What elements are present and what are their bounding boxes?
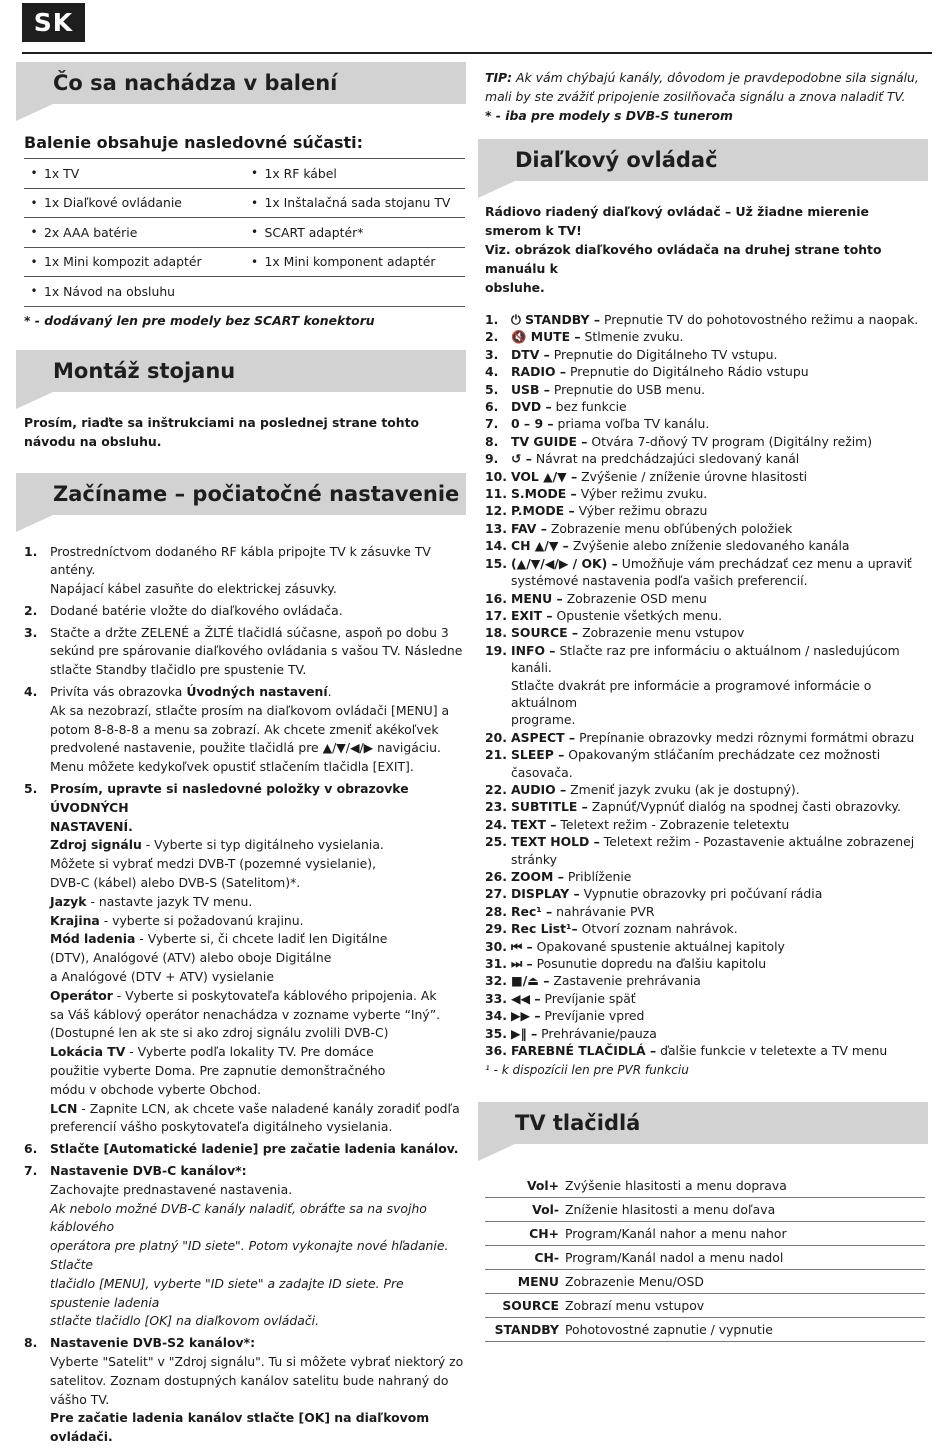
item-number: 32.	[485, 973, 507, 989]
step-number: 6.	[24, 1141, 38, 1157]
step-text: .	[327, 684, 332, 700]
button-description: Teletext režim - Pozastavenie aktuálne zobrazenej	[599, 834, 915, 850]
button-name: ASPECT –	[511, 729, 576, 745]
step-number: 1.	[24, 543, 38, 559]
remote-item	[485, 485, 928, 502]
remote-item	[485, 781, 928, 798]
section-title: Začíname – počiatočné nastavenie	[53, 481, 460, 506]
button-name: TV GUIDE –	[511, 433, 588, 449]
button-name: ⏮ –	[511, 938, 533, 954]
remote-item	[485, 537, 928, 554]
button-description: Stlačte raz pre informáciu o aktuálnom / nasledujúcom kanáli.	[511, 642, 900, 676]
tv-button-row	[485, 1246, 925, 1270]
button-name: ZOOM –	[511, 869, 564, 884]
button-description: ďalšie funkcie v teletexte a TV menu	[656, 1043, 888, 1059]
item-number: 7.	[485, 416, 499, 432]
bullet-icon: •	[30, 225, 38, 240]
item-number: 3.	[485, 346, 499, 362]
setup-step	[24, 543, 466, 599]
step-text: Napájací kábel zasuňte do elektrickej zásuvky.	[50, 581, 337, 597]
package-item-label: 1x Návod na obsluhu	[44, 283, 176, 299]
button-description: programe.	[511, 712, 576, 728]
step-text: Privíta vás obrazovka	[50, 684, 187, 700]
button-description: Stlačte dvakrát pre informácie a programové informácie o aktuálnom	[511, 677, 872, 710]
item-number: 24.	[485, 816, 507, 832]
step-text: Pre začatie ladenia kanálov stlačte [OK] na diaľkovom ovládači.	[50, 1410, 430, 1445]
setup-step	[24, 780, 466, 1137]
right-column	[478, 62, 928, 1342]
item-number: 17.	[485, 607, 507, 623]
field-desc: preferencií vášho poskytovateľa digitálneho vysielania.	[50, 1119, 393, 1135]
package-subtitle: Balenie obsahuje nasledovné súčasti:	[24, 133, 364, 152]
button-name: MENU –	[511, 590, 563, 606]
section-header-package	[16, 62, 466, 104]
step-text: satelitov. Zoznam dostupných kanálov satelitu bude nahraný do	[50, 1372, 449, 1388]
button-name: ⏭ –	[511, 956, 533, 972]
setup-step	[24, 1334, 466, 1447]
remote-item	[485, 607, 928, 624]
button-name: RADIO –	[511, 364, 567, 380]
remote-intro-line: Viz. obrázok diaľkového ovládača na druhej strane tohto manuálu k	[485, 242, 882, 276]
remote-item	[485, 398, 928, 415]
button-description: Zobrazenie OSD menu	[562, 590, 707, 606]
button-description: nahrávanie PVR	[552, 903, 655, 919]
remote-item	[485, 624, 928, 641]
item-number: 31.	[485, 956, 507, 972]
item-number: 20.	[485, 729, 507, 745]
button-name: (▲/▼/◀/▶ / OK) –	[511, 555, 618, 571]
field-label: Zdroj signálu	[50, 837, 142, 853]
field-desc: DVB-C (kábel) alebo DVB-S (Satelitom)*.	[50, 875, 301, 891]
field-desc: sa Váš káblový operátor nenachádza v zozname vyberte “Iný”.	[50, 1006, 441, 1022]
remote-item	[485, 433, 928, 450]
field-desc: (DTV), Analógové (ATV) alebo oboje Digitálne	[50, 950, 332, 966]
field-label: Jazyk	[50, 893, 87, 909]
package-item-label: 2x AAA batérie	[44, 224, 138, 240]
step-number: 4.	[24, 684, 38, 700]
package-item-label: SCART adaptér*	[264, 224, 364, 240]
tv-button-row	[485, 1270, 925, 1294]
tv-button-name: MENU	[517, 1274, 559, 1290]
section-title: Diaľkový ovládač	[515, 148, 718, 172]
button-description: Prepnutie do USB menu.	[549, 381, 706, 397]
button-description: systémové nastavenia podľa vašich preferencií.	[511, 573, 808, 589]
section-header-setup	[16, 473, 466, 515]
button-name: ◀◀ –	[511, 990, 541, 1006]
tv-button-row	[485, 1174, 925, 1198]
tv-button-description: Zobrazenie Menu/OSD	[565, 1274, 704, 1290]
tip-block	[478, 68, 928, 125]
item-number: 16.	[485, 590, 507, 606]
remote-footnote: ¹ - k dispozícii len pre PVR funkciu	[485, 1063, 689, 1078]
button-name: DISPLAY –	[511, 886, 580, 902]
step-text: Zachovajte prednastavené nastavenia.	[50, 1181, 293, 1197]
package-item	[24, 254, 245, 269]
tip-text: Ak vám chýbajú kanály, dôvodom je pravdepodobne sila signálu,	[512, 70, 919, 85]
step-number: 2.	[24, 602, 38, 618]
tv-button-name: CH+	[529, 1226, 559, 1242]
button-description: Zastavenie prehrávania	[549, 973, 701, 989]
tv-button-name: SOURCE	[502, 1298, 559, 1314]
button-name: EXIT –	[511, 607, 553, 623]
field-desc: - vyberte si požadovanú krajinu.	[99, 912, 304, 928]
stand-text: Prosím, riaďte sa inštrukciami na poslednej strane tohto návodu na obsluhu.	[24, 414, 420, 449]
item-number: 8.	[485, 433, 499, 449]
item-number: 14.	[485, 538, 507, 554]
button-description: Posunutie dopredu na ďalšiu kapitolu	[532, 956, 767, 972]
button-name: TEXT –	[511, 816, 557, 832]
button-description: Prepnutie TV do pohotovostného režimu a naopak.	[600, 312, 919, 327]
tv-button-description: Zníženie hlasitosti a menu doľava	[565, 1202, 776, 1218]
item-number: 22.	[485, 781, 507, 797]
button-description: Opakovaným stláčaním prechádzate cez možnosti časovača.	[511, 747, 881, 780]
button-name: SLEEP –	[511, 747, 565, 763]
button-description: priama voľba TV kanálu.	[553, 416, 710, 432]
button-description: Zobrazenie menu vstupov	[578, 625, 745, 641]
remote-item	[485, 798, 928, 815]
remote-item	[485, 990, 928, 1007]
tv-button-row	[485, 1198, 925, 1222]
button-name: AUDIO –	[511, 781, 567, 797]
package-item-label: 1x Mini komponent adaptér	[264, 254, 436, 270]
left-column	[16, 62, 466, 1450]
button-description: stránky	[511, 851, 557, 867]
setup-step	[24, 1140, 466, 1159]
step-number: 5.	[24, 781, 38, 797]
package-item-label: 1x Mini kompozit adaptér	[44, 254, 202, 270]
field-desc: a Analógové (DTV + ATV) vysielanie	[50, 969, 274, 985]
top-rule	[22, 52, 932, 54]
remote-item	[485, 502, 928, 519]
item-number: 29.	[485, 921, 507, 937]
button-description: Priblíženie	[563, 869, 632, 884]
package-item-label: 1x RF kábel	[264, 165, 337, 181]
button-description: Prepnutie do Digitálneho Rádio vstupu	[566, 364, 809, 380]
field-desc: - nastavte jazyk TV menu.	[86, 893, 253, 909]
bullet-icon: •	[250, 225, 259, 240]
button-name: FAV –	[511, 520, 547, 536]
bullet-icon: •	[250, 166, 259, 181]
package-item-label: 1x Inštalačná sada stojanu TV	[264, 195, 451, 211]
button-description: Zvýšenie alebo zníženie sledovaného kanála	[568, 538, 850, 554]
remote-item	[485, 746, 928, 781]
remote-intro-line: obsluhe.	[485, 280, 545, 295]
section-header-tv-buttons	[478, 1102, 928, 1144]
tv-button-name: CH-	[534, 1250, 559, 1266]
remote-item	[485, 642, 928, 729]
step-text-italic: stlačte tlačidlo [OK] na diaľkovom ovládači.	[50, 1313, 320, 1329]
button-description: Umožňuje vám prechádzať cez menu a upraviť	[617, 555, 912, 571]
step-text: sekúnd pre spárovanie diaľkového ovládania s vašou TV. Následne	[50, 643, 463, 659]
remote-item	[485, 938, 928, 955]
remote-item	[485, 381, 928, 398]
item-number: 5.	[485, 381, 499, 397]
button-name: 🔇 MUTE –	[511, 329, 581, 345]
step-text: Prosím, upravte si nasledovné položky v obrazovke ÚVODNÝCH	[50, 781, 409, 815]
item-number: 19.	[485, 642, 507, 658]
tv-button-description: Pohotovostné zapnutie / vypnutie	[565, 1322, 773, 1338]
button-name: FAREBNÉ TLAČIDLÁ –	[511, 1043, 657, 1059]
item-number: 28.	[485, 903, 507, 919]
package-row	[24, 189, 465, 219]
button-description: Opakované spustenie aktuálnej kapitoly	[532, 938, 785, 954]
step-text: NASTAVENÍ.	[50, 818, 133, 834]
item-number: 13.	[485, 520, 507, 536]
item-number: 26.	[485, 869, 507, 884]
button-name: DTV –	[511, 346, 550, 362]
step-number: 8.	[24, 1335, 38, 1351]
button-name: SUBTITLE –	[511, 799, 588, 815]
remote-item	[485, 833, 928, 868]
item-number: 6.	[485, 399, 499, 415]
field-label: Mód ladenia	[50, 931, 136, 947]
remote-item	[485, 1007, 928, 1024]
step-text-bold: Úvodných nastavení	[186, 684, 328, 700]
remote-item	[485, 955, 928, 972]
button-name: DVD –	[511, 399, 552, 415]
tv-button-name: STANDBY	[494, 1322, 559, 1338]
setup-steps	[16, 543, 466, 1447]
item-number: 35.	[485, 1025, 507, 1041]
button-name: USB –	[511, 381, 550, 397]
item-number: 15.	[485, 555, 507, 571]
button-description: bez funkcie	[551, 399, 627, 415]
item-number: 11.	[485, 486, 507, 502]
field-desc: - Vyberte si poskytovateľa káblového pripojenia. Ak	[112, 987, 437, 1003]
remote-item	[485, 363, 928, 380]
bullet-icon: •	[30, 254, 38, 269]
field-label: LCN	[50, 1100, 78, 1116]
step-text: Prostredníctvom dodaného RF kábla pripojte TV k zásuvke TV antény.	[50, 543, 431, 578]
section-header-stand	[16, 350, 466, 392]
tv-button-name: Vol-	[532, 1202, 559, 1218]
step-text: stlačte Standby tlačidlo pre spustenie TV.	[50, 662, 307, 678]
remote-item	[485, 590, 928, 607]
step-text: Vyberte "Satelit" v "Zdroj signálu". Tu si môžete vybrať niektorý zo	[50, 1353, 464, 1369]
field-desc: módu v obchode vyberte Obchod.	[50, 1081, 262, 1097]
remote-item	[485, 903, 928, 920]
package-row	[24, 218, 465, 248]
package-item	[245, 166, 466, 181]
button-description: Otvára 7-dňový TV program (Digitálny režim)	[587, 433, 873, 449]
tip-text: mali by ste zvážiť pripojenie zosilňovača signálu a znova naladiť TV.	[485, 89, 906, 104]
button-description: Stlmenie zvuku.	[580, 329, 684, 345]
step-text: potom 8-8-8-8 a menu sa zobrazí. Ak chcete zmeniť akékoľvek	[50, 721, 439, 737]
section-title: Čo sa nachádza v balení	[53, 71, 338, 95]
button-description: Prepnutie do Digitálneho TV vstupu.	[549, 346, 778, 362]
remote-item	[485, 346, 928, 363]
remote-item	[485, 555, 928, 590]
remote-item	[485, 520, 928, 537]
item-number: 18.	[485, 625, 507, 641]
remote-item	[485, 311, 928, 328]
button-name: ⏻ STANDBY –	[511, 312, 601, 327]
button-name: SOURCE –	[511, 625, 579, 641]
field-label: Lokácia TV	[50, 1044, 126, 1060]
tv-button-row	[485, 1222, 925, 1246]
remote-intro	[478, 202, 928, 297]
button-name: TEXT HOLD –	[511, 834, 600, 850]
bullet-icon: •	[30, 166, 38, 181]
bullet-icon: •	[30, 284, 38, 299]
language-badge: SK	[22, 3, 85, 42]
button-description: Zmeniť jazyk zvuku (ak je dostupný).	[566, 781, 800, 797]
package-item	[245, 225, 466, 240]
package-table	[24, 158, 465, 307]
remote-button-list	[478, 311, 928, 1059]
button-description: Návrat na predchádzajúci sledovaný kanál	[531, 451, 800, 467]
setup-step	[24, 602, 466, 621]
item-number: 12.	[485, 503, 507, 519]
section-header-remote	[478, 139, 928, 181]
package-item	[245, 254, 466, 269]
step-text: Stačte a držte ZELENÉ a ŽLTÉ tlačidlá súčasne, aspoň po dobu 3	[50, 624, 449, 640]
step-text: Nastavenie DVB-S2 kanálov*:	[50, 1335, 256, 1351]
package-row	[24, 159, 465, 189]
remote-item	[485, 468, 928, 485]
item-number: 36.	[485, 1043, 507, 1059]
setup-step	[24, 1162, 466, 1331]
item-number: 9.	[485, 451, 499, 467]
field-desc: - Zapnite LCN, ak chcete vaše naladené kanály zoradiť podľa	[77, 1100, 460, 1116]
button-name: ■/⏏ –	[511, 973, 550, 989]
step-number: 3.	[24, 624, 38, 640]
item-number: 30.	[485, 938, 507, 954]
tv-button-row	[485, 1294, 925, 1318]
tv-button-name: Vol+	[526, 1178, 559, 1194]
package-row	[24, 248, 465, 278]
package-item	[24, 225, 245, 240]
package-row	[24, 277, 465, 307]
button-description: Zvýšenie / zníženie úrovne hlasitosti	[577, 468, 808, 484]
button-description: Zapnúť/Vypnúť dialóg na spodnej časti obrazovky.	[587, 799, 901, 815]
tv-button-description: Zobrazí menu vstupov	[565, 1298, 705, 1314]
button-description: Prehrávanie/pauza	[537, 1025, 657, 1041]
field-desc: - Vyberte podľa lokality TV. Pre domáce	[125, 1044, 374, 1060]
button-description: Teletext režim - Zobrazenie teletextu	[556, 816, 790, 832]
item-number: 34.	[485, 1008, 507, 1024]
step-text: Menu môžete kedykoľvek opustiť stlačením tlačidla [EXIT].	[50, 759, 414, 775]
button-description: Opustenie všetkých menu.	[552, 607, 723, 623]
bullet-icon: •	[250, 195, 259, 210]
button-name: ↺ –	[511, 451, 532, 467]
remote-item	[485, 868, 928, 885]
tip-label: TIP:	[485, 70, 513, 85]
remote-item	[485, 972, 928, 989]
remote-item	[485, 450, 928, 467]
setup-step	[24, 624, 466, 680]
remote-item	[485, 729, 928, 746]
remote-item	[485, 1025, 928, 1042]
section-title: TV tlačidlá	[515, 1111, 641, 1136]
button-name: CH ▲/▼ –	[511, 538, 569, 554]
step-text: Nastavenie DVB-C kanálov*:	[50, 1163, 247, 1178]
step-text: Dodané batérie vložte do diaľkového ovládača.	[50, 602, 343, 618]
remote-item	[485, 1042, 928, 1059]
button-name: S.MODE –	[511, 486, 577, 502]
remote-item	[485, 920, 928, 937]
package-item-label: 1x TV	[44, 165, 80, 181]
button-description: Vypnutie obrazovky pri počúvaní rádia	[579, 886, 823, 902]
field-desc: Môžete si vybrať medzi DVB-T (pozemné vysielanie),	[50, 856, 377, 872]
field-desc: použitie vyberte Doma. Pre zapnutie demonštračného	[50, 1063, 386, 1079]
button-description: Výber režimu zvuku.	[576, 486, 708, 502]
tv-button-description: Zvýšenie hlasitosti a menu doprava	[565, 1178, 787, 1194]
item-number: 33.	[485, 990, 507, 1006]
item-number: 2.	[485, 329, 499, 345]
button-name: VOL ▲/▼ –	[511, 468, 578, 484]
button-name: 0 – 9 –	[511, 416, 554, 432]
step-text: vášho TV.	[50, 1391, 110, 1407]
tv-button-description: Program/Kanál nadol a menu nadol	[565, 1250, 784, 1266]
tip-footnote: * - iba pre modely s DVB-S tunerom	[485, 108, 733, 123]
package-item	[245, 195, 466, 210]
button-description: Zobrazenie menu obľúbených položiek	[546, 520, 793, 536]
button-description: Prevíjanie vpred	[540, 1008, 645, 1024]
field-label: Operátor	[50, 987, 113, 1003]
button-description: Otvorí zoznam nahrávok.	[577, 921, 738, 937]
field-label: Krajina	[50, 912, 100, 928]
bullet-icon: •	[250, 254, 259, 269]
button-description: Prepínanie obrazovky medzi rôznymi formátmi obrazu	[575, 729, 915, 745]
field-desc: (Dostupné len ak ste si ako zdroj signálu zvolili DVB-C)	[50, 1025, 389, 1041]
step-text-italic: operátora pre platný "ID siete". Potom vykonajte nové hľadanie. Stlačte	[50, 1238, 449, 1272]
button-name: Rec List¹–	[511, 921, 578, 937]
item-number: 27.	[485, 886, 507, 902]
item-number: 21.	[485, 747, 507, 763]
field-desc: - Vyberte si, či chcete ladiť len Digitálne	[135, 931, 388, 947]
item-number: 23.	[485, 799, 507, 815]
step-text: Stlačte [Automatické ladenie] pre začatie ladenia kanálov.	[50, 1141, 459, 1157]
bullet-icon: •	[30, 195, 38, 210]
button-name: ▶‖ –	[511, 1025, 538, 1041]
tv-button-row	[485, 1318, 925, 1342]
package-item	[24, 166, 245, 181]
item-number: 25.	[485, 834, 507, 850]
tv-buttons-table	[485, 1174, 925, 1342]
remote-item	[485, 816, 928, 833]
package-item	[24, 195, 245, 210]
item-number: 10.	[485, 468, 507, 484]
button-name: INFO –	[511, 642, 556, 658]
setup-step	[24, 683, 466, 777]
tv-button-description: Program/Kanál nahor a menu nahor	[565, 1226, 787, 1242]
item-number: 1.	[485, 312, 499, 327]
step-number: 7.	[24, 1163, 38, 1178]
field-desc: - Vyberte si typ digitálneho vysielania.	[141, 837, 384, 853]
step-text: predvolené nastavenie, použite tlačidlá pre ▲/▼/◀/▶ navigáciu.	[50, 740, 441, 756]
remote-item	[485, 328, 928, 345]
button-description: Výber režimu obrazu	[574, 503, 708, 519]
step-text: Ak sa nezobrazí, stlačte prosím na diaľkovom ovládači [MENU] a	[50, 702, 450, 718]
section-title: Montáž stojanu	[53, 358, 236, 383]
button-name: P.MODE –	[511, 503, 575, 519]
step-text-italic: Ak nebolo možné DVB-C kanály naladiť, obráťte sa na svojho káblového	[50, 1200, 427, 1235]
step-text-italic: tlačidlo [MENU], vyberte "ID siete" a zadajte ID siete. Pre spustenie ladenia	[50, 1275, 404, 1310]
remote-intro-line: Rádiovo riadený diaľkový ovládač – Už žiadne mierenie smerom k TV!	[485, 204, 869, 238]
button-name: Rec¹ –	[511, 903, 553, 919]
remote-item	[485, 415, 928, 432]
button-description: Prevíjanie späť	[540, 990, 636, 1006]
button-name: ▶▶ –	[511, 1008, 541, 1024]
remote-item	[485, 885, 928, 902]
package-item	[24, 284, 245, 299]
item-number: 4.	[485, 364, 499, 380]
package-item-label: 1x Diaľkové ovládanie	[44, 195, 182, 211]
package-footnote: * - dodávaný len pre modely bez SCART konektoru	[24, 312, 375, 328]
